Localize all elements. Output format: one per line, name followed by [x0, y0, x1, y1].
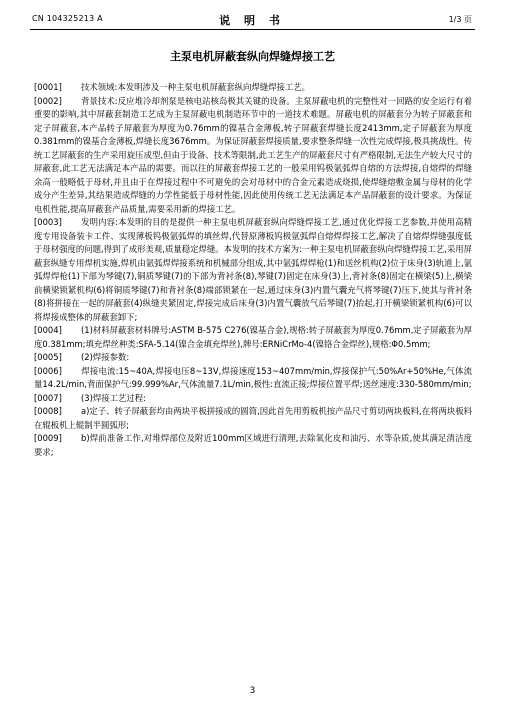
- page-indicator: 1/3 页: [448, 15, 472, 24]
- paragraph: [34, 405, 472, 432]
- document-body: [34, 81, 472, 459]
- paragraph-text: a)定子、转子屏蔽套均由两块平板拼接成的圆筒,因此首先用剪板机按产品尺寸剪切两块板料,在将两块板料在辊板机上辊制半圆弧形;: [34, 406, 472, 430]
- paragraph-text: 技术领域:本发明涉及一种主泵电机屏蔽套纵向焊缝焊接工艺。: [81, 82, 310, 92]
- document-type: 说 明 书: [219, 14, 285, 27]
- paragraph: [34, 81, 472, 95]
- paragraph-number: [0009]: [34, 433, 62, 443]
- header-rule: [30, 29, 475, 30]
- paragraph: [34, 324, 472, 351]
- page-header: [32, 12, 472, 28]
- paragraph-text: (2)焊接参数:: [81, 352, 130, 362]
- paragraph: [34, 392, 472, 406]
- paragraph-number: [0005]: [34, 352, 62, 362]
- publication-number: CN 104325213 A: [32, 14, 103, 23]
- paragraph: [34, 95, 472, 217]
- paragraph-number: [0002]: [34, 95, 62, 106]
- paragraph-text: 发明内容:本发明的目的是提供一种主泵电机屏蔽套纵向焊缝焊接工艺,通过优化焊接工艺参数,并使用高精度专用设备装卡工件、实现薄板钨极氩弧焊的填丝焊,代替原薄板钨极氩弧焊自熔焊焊接工艺,解决了自熔焊焊缝强度低于母材强度的问题,得到了成形美观,质量稳定焊缝。本发明的技术方案为:一种主泵电机屏蔽套纵向焊缝焊接工艺,采用屏蔽套纵缝专用焊机实施,焊机由氩弧焊焊接系统和机械部分组成,其中氩弧焊焊枪(1)和送丝机构(2)位于床身(3)轨道上,氩弧焊焊枪(1)下部为琴键(7),铜质琴键(7)的下部为背衬条(8),琴键(7)固定在床身(3)上,背衬条(8)固定在横梁(5)上,横梁前横梁锁紧机构(6)将铜质琴键(7)和背衬条(8)端部锁紧在一起,通过床身(3)内置气囊充气将琴键(7)压下,使其与背衬条(8)将拼接在一起的屏蔽套(4)纵缝夹紧固定,焊接完成后床身(3)内置气囊放气后琴键(7)抬起,打开横梁锁紧机构(6)可以将焊接成整体的屏蔽套卸下;: [34, 217, 472, 322]
- paragraph-text: (3)焊接工艺过程:: [81, 392, 146, 403]
- paragraph-number: [0008]: [34, 406, 62, 416]
- paragraph: [34, 365, 472, 392]
- document-title: 主泵电机屏蔽套纵向焊缝焊接工艺: [170, 50, 335, 63]
- paragraph-text: 焊接电流:15~40A,焊接电压8~13V,焊接速度153~407mm/min,焊接保护气:50%Ar+50%He,气体流量14.2L/min,背面保护气:99.999%Ar,气体流量7.1L/min,极性:直流正接;焊接位置平焊;送丝速度:330-580mm/min;: [34, 365, 472, 389]
- paragraph-text: 背景技术:反应堆冷却剂泵是核电站核岛极其关键的设备。主泵屏蔽电机的完整性对一回路的安全运行有着重要的影响,其中屏蔽套制造工艺成为主泵屏蔽电机制造环节中的一道技术难题。屏蔽电机的屏蔽套分为转子屏蔽套和定子屏蔽套,本产品转子屏蔽套为厚度为0.76mm的镍基合金薄板,转子屏蔽套焊缝长度2413mm,定子屏蔽套为厚度0.381mm的镍基合金薄板,焊缝长度3676mm。为保证屏蔽套焊接质量,要求整条焊缝一次性完成焊接,极具挑战性。传统工艺屏蔽套的生产采用旋压成型,但由于设备、技术等限制,此工艺生产的屏蔽套尺寸有严格限制,无法生产较大尺寸的屏蔽套,此工艺无法满足本产品的需要。而以往的屏蔽套焊接工艺的一般采用钨极氩弧焊自熔的方法焊接,自熔焊的焊缝余高一般略低于母材,并且由于在焊接过程中不可避免的会对母材中的合金元素造成烧损,使焊缝熔敷金属与母材的化学成分产生差异,其结果造成焊缝的力学性能低于母材性能,因此使用传统工艺无法满足本产品屏蔽套的设计要求。为保证电机性能,提高屏蔽套产品质量,需要采用新的焊接工艺。: [34, 95, 472, 214]
- paragraph-number: [0007]: [34, 392, 62, 403]
- paragraph: [34, 351, 472, 365]
- page-number: 3: [249, 686, 256, 696]
- paragraph-number: [0006]: [34, 365, 62, 376]
- paragraph-number: [0003]: [34, 217, 62, 227]
- paragraph-number: [0004]: [34, 325, 62, 335]
- paragraph: [34, 216, 472, 324]
- paragraph: [34, 432, 472, 459]
- paragraph-text: b)焊前准备工作,对堆焊部位及附近100mm区域进行清理,去除氧化皮和油污、水等杂质,使其满足清洁度要求;: [34, 433, 472, 457]
- paragraph-text: (1)材料屏蔽套材料牌号:ASTM B-575 C276(镍基合金),规格:转子屏蔽套为厚度0.76mm,定子屏蔽套为厚度0.381mm;填充焊丝种类:SFA-5.14(镍合金填充焊丝),牌号:ERNiCrMo-4(镍铬合金焊丝),规格:Φ0.5mm;: [34, 325, 472, 349]
- paragraph-number: [0001]: [34, 82, 62, 92]
